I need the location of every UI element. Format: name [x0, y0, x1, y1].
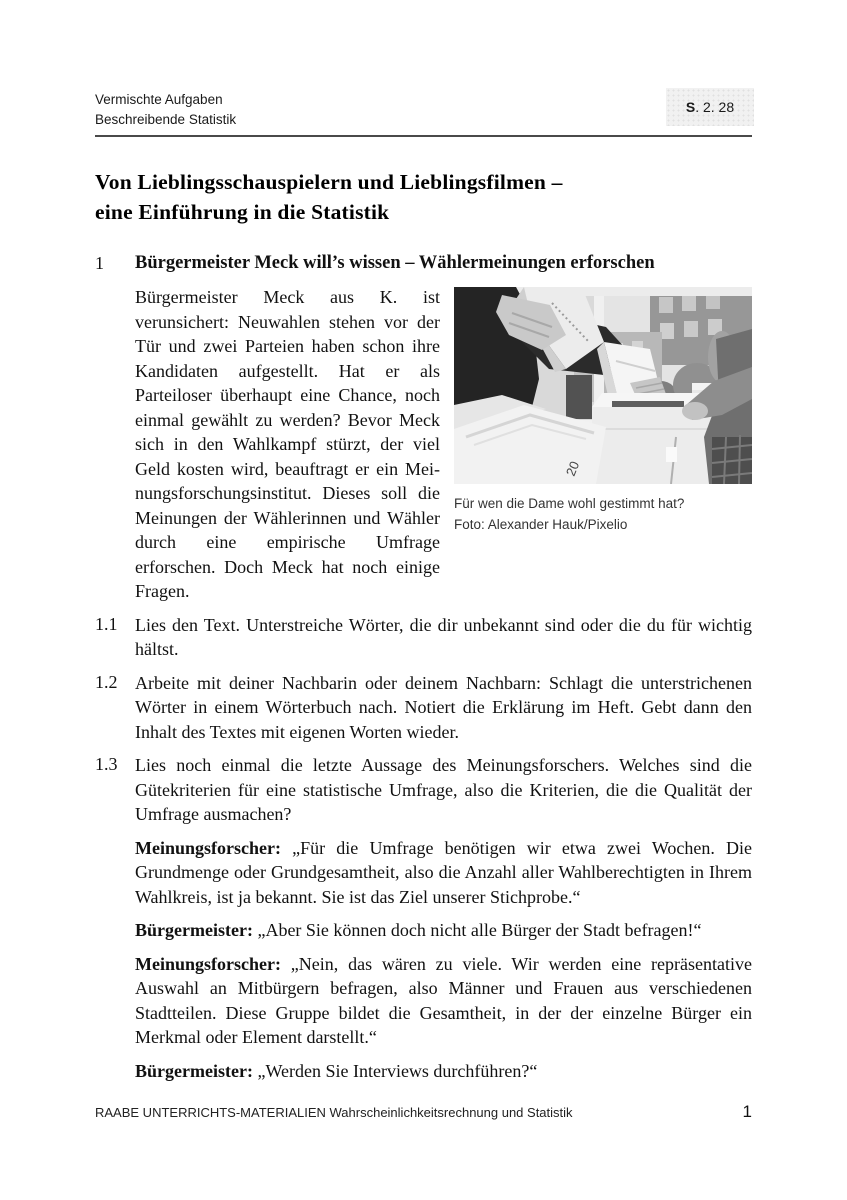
photo-figure: [454, 287, 752, 535]
footer-imprint: RAABE UNTERRICHTS-MATERIALIEN Wahrscheinlichkeitsrechnung und Statistik: [95, 1105, 573, 1120]
task-number: 1.1: [95, 613, 118, 634]
speaker-label: Bürgermeister:: [135, 920, 253, 940]
header-series: Vermischte Aufgaben: [95, 92, 223, 107]
caption-line-2: Foto: Alexander Hauk/Pixelio: [454, 516, 628, 532]
task-number: 1.2: [95, 671, 118, 692]
page-ref-badge: [666, 88, 754, 126]
dialogue-text: „Nein, das wären zu viele. Wir werden eine repräsentative Auswahl an Mitbürgern befragen, also Männer und Frauen aus verschiedenen Stadtteilen. Diese Gruppe bildet die Gesamtheit, in der der einzelne Bürger ein Merkmal oder Element darstellt.“: [135, 953, 753, 1047]
task-1-3: [95, 753, 752, 827]
dialogue-3: [95, 952, 752, 1050]
section-heading: [95, 251, 752, 276]
speaker-label: Meinungsforscher:: [135, 837, 281, 858]
task-number: 1.3: [95, 754, 118, 774]
dialogue-text: „Werden Sie Interviews durchführen?“: [257, 1060, 538, 1081]
task-text: Lies noch einmal die letzte Aussage des Meinungsforschers. Welches sind die Gütekriterien für eine statistische Umfrage, also die Kriterien, die die Qualität der Umfrage ausmachen?: [135, 755, 752, 824]
photo-ballot-slot: [612, 401, 684, 407]
dialogue-paragraph: [135, 918, 752, 943]
dialogue-4: [95, 1059, 752, 1084]
document-title: [95, 167, 752, 227]
dialogue-1: [95, 836, 752, 910]
intro-block: [95, 285, 752, 604]
page-ref-prefix: S: [685, 99, 696, 115]
dialogue-text: „Für die Umfrage benötigen wir etwa zwei Wochen. Die Grundmenge oder Grundgesamtheit, also die Anzahl aller Wahlberechtigten in Ihrem Wahlkreis, ist ja bekannt. Sie ist das Ziel unserer Stichprobe.“: [135, 837, 753, 907]
footer-page-number: 1: [742, 1102, 752, 1121]
dialogue-text: „Aber Sie können doch nicht alle Bürger der Stadt befragen!“: [257, 920, 702, 940]
caption-line-1: Für wen die Dame wohl gestimmt hat?: [454, 496, 685, 511]
page-footer: [95, 1102, 752, 1122]
title-line-1: Von Lieblingsschauspielern und Lieblingsfilmen –: [95, 170, 563, 194]
section-title: Bürgermeister Meck will’s wissen – Wählermeinungen erforschen: [135, 253, 655, 273]
photo-caption: [454, 494, 752, 535]
section-number: 1: [95, 253, 104, 273]
speaker-label: Meinungsforscher:: [135, 953, 281, 974]
dialogue-paragraph: [135, 952, 752, 1050]
task-text: Lies den Text. Unterstreiche Wörter, die dir unbekannt sind oder die du für wichtig hältst.: [135, 614, 752, 659]
title-line-2: eine Einführung in die Statistik: [95, 200, 390, 224]
header-topic: Beschreibende Statistik: [95, 112, 237, 127]
page-ref-number: . 2. 28: [695, 99, 735, 115]
task-text: Arbeite mit deiner Nachbarin oder deinem Nachbarn: Schlagt die unterstrichenen Wörter in einem Wörterbuch nach. Notiert die Erklärung im Heft. Gebt dann den Inhalt des Textes mit eigenen Worten wieder.: [135, 672, 752, 742]
speaker-label: Bürgermeister:: [135, 1060, 253, 1081]
dialogue-paragraph: [135, 1059, 752, 1084]
photo-chair: [566, 375, 592, 419]
task-1-1: [95, 613, 752, 662]
dialogue-paragraph: [135, 836, 752, 910]
task-1-2: [95, 671, 752, 745]
header-labels: [95, 90, 236, 130]
dialogue-2: [95, 918, 752, 943]
page-header: [95, 90, 752, 137]
photo-box-label: 20: [562, 459, 583, 479]
ballot-box-photo: [454, 287, 752, 484]
intro-paragraph: Bürgermeister Meck aus K. ist verunsichert: Neuwahlen stehen vor der Tür und zwei Parteien haben schon ihre Kandidaten aufgestellt. Hat er als Parteiloser überhaupt eine Chance, noch einmal gewählt zu werden? Bevor Meck sich in den Wahlkampf stürzt, der viel Geld kosten wird, beauftragt er ein Meinungsforschungsinstitut. Dieses soll die Meinungen der Wählerinnen und Wähler durch eine empirische Umfrage erforschen. Doch Meck hat noch einige Fragen.: [135, 287, 440, 601]
